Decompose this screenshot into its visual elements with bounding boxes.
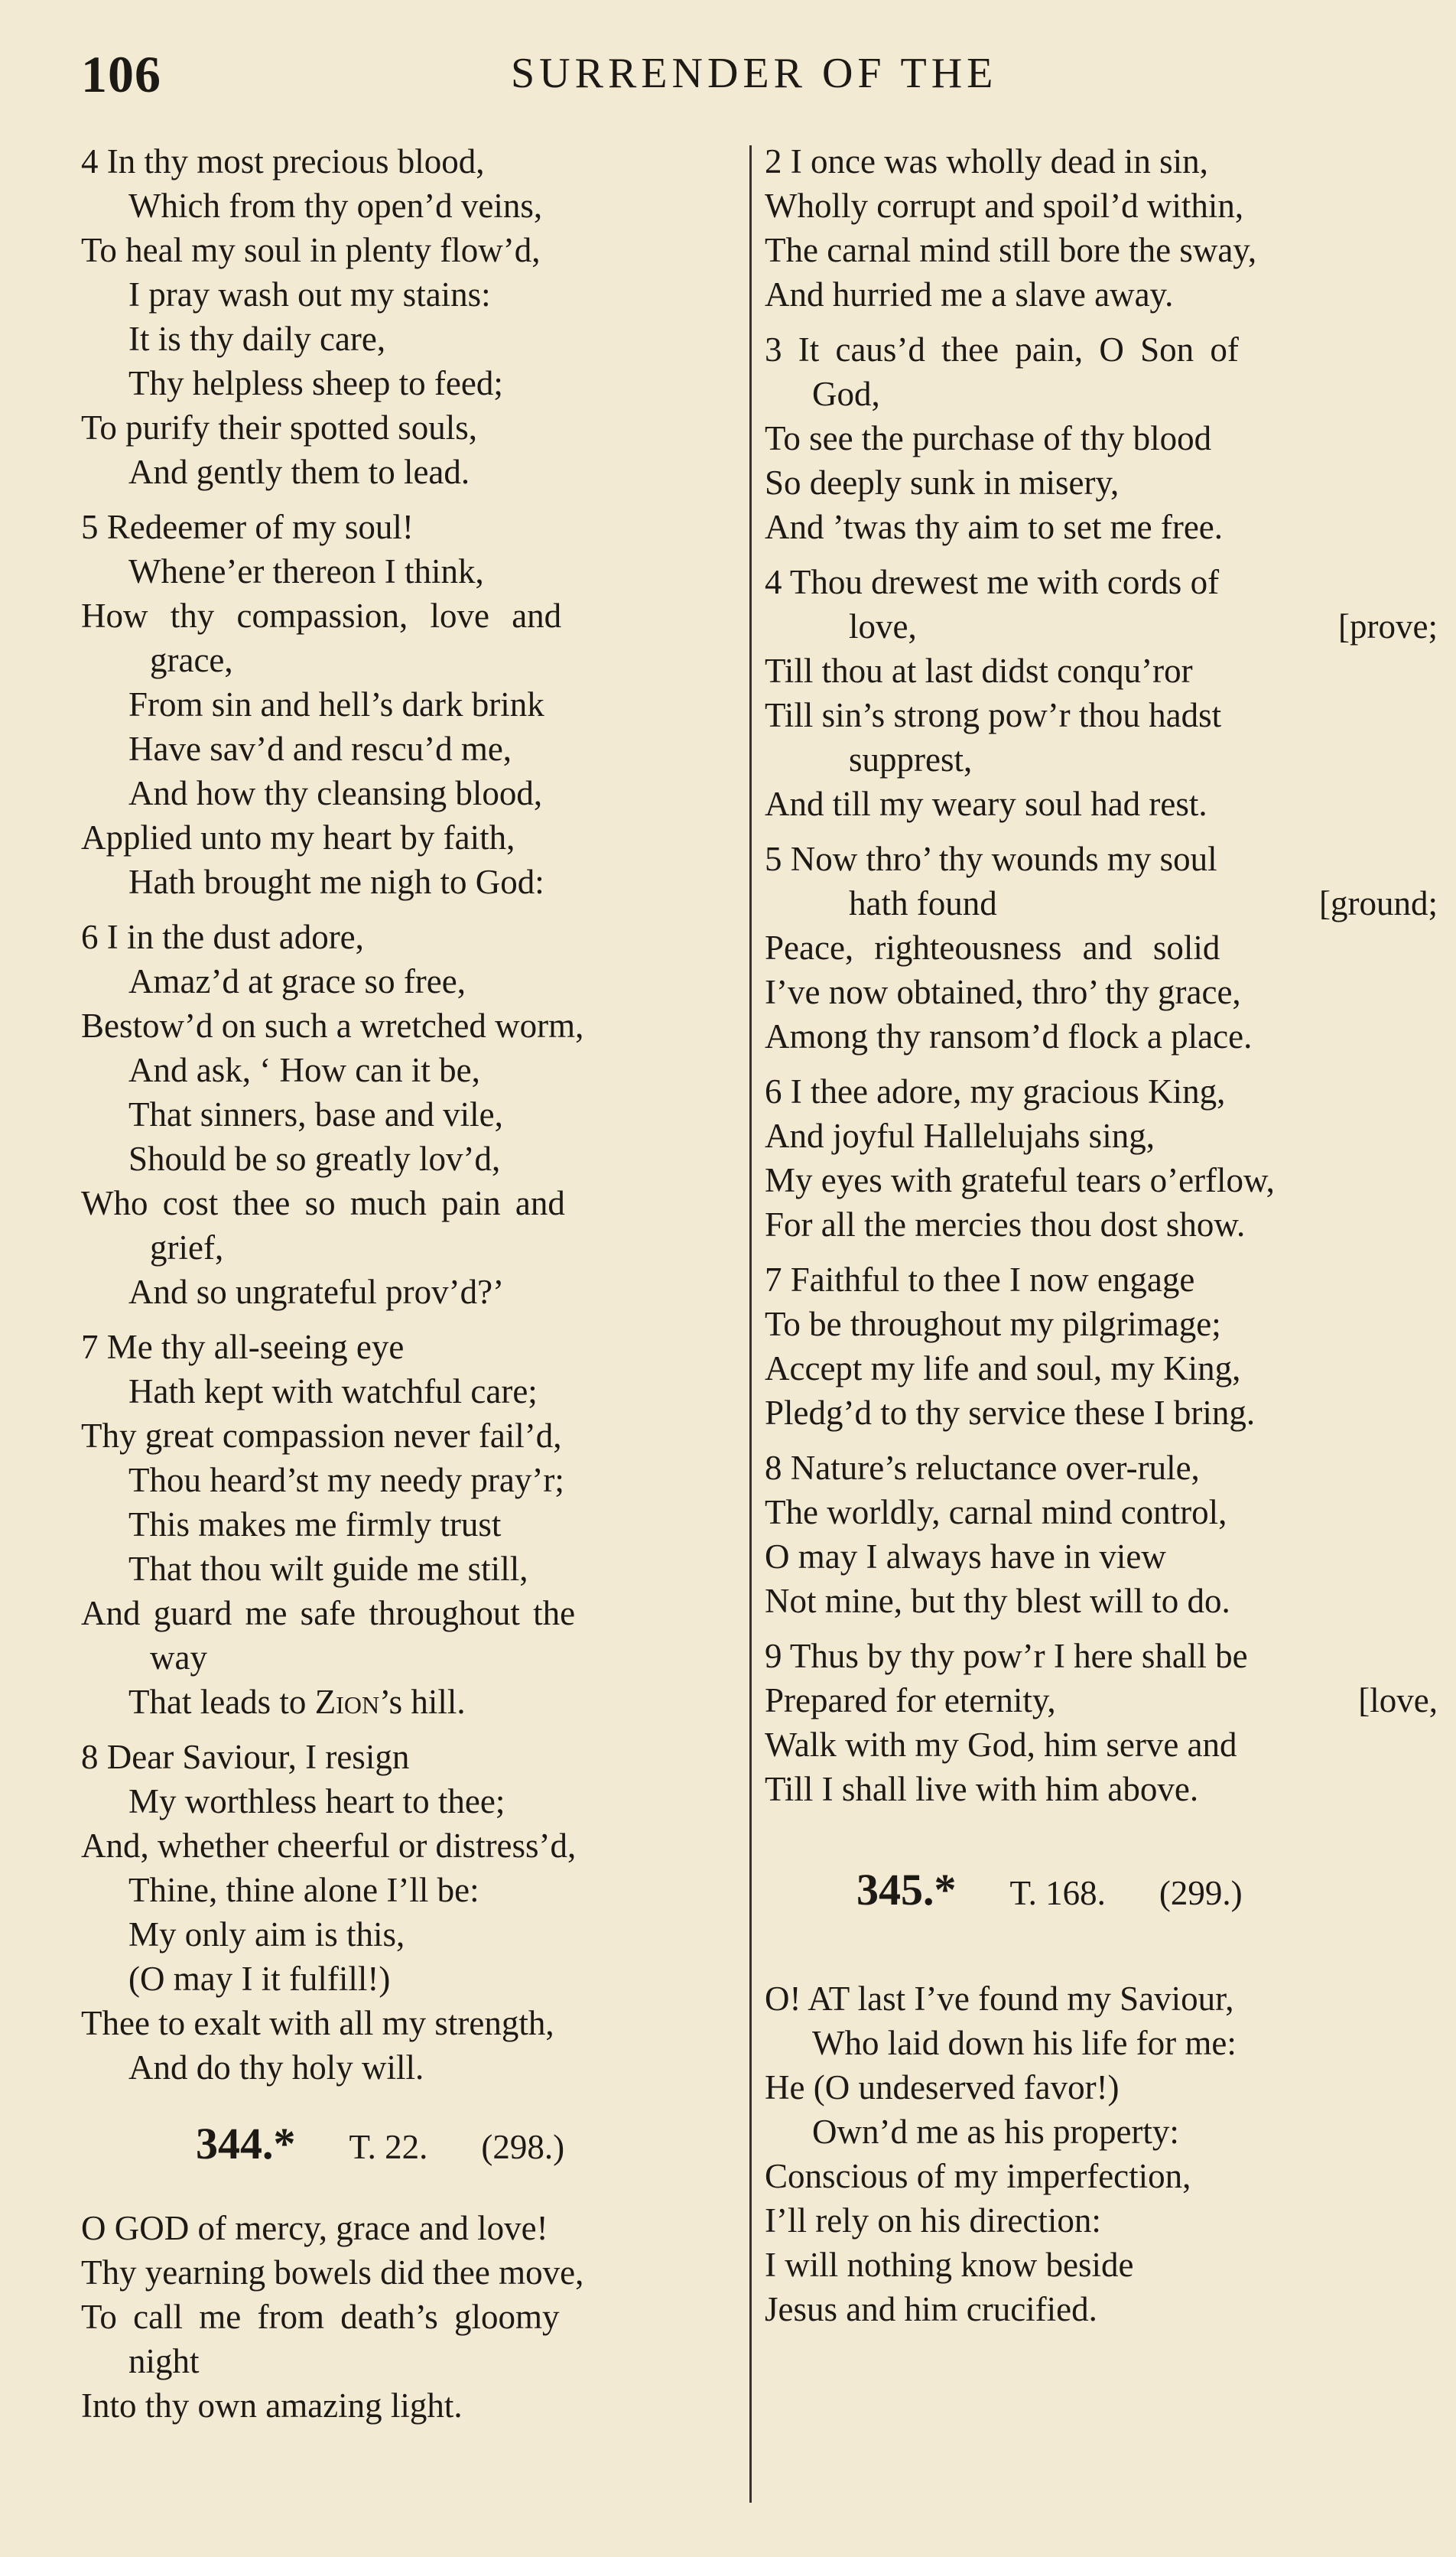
verse-line: The worldly, carnal mind control, <box>765 1493 1227 1531</box>
stanza-344-8 <box>765 1446 1438 1623</box>
verse-line: My worthless heart to thee; <box>128 1782 505 1820</box>
verse-line: Have sav’d and rescu’d me, <box>128 730 512 768</box>
verse-line: Thy helpless sheep to feed; <box>128 364 503 402</box>
verse-line: Accept my life and soul, my King, <box>765 1349 1241 1387</box>
verse-line: And gently them to lead. <box>128 453 470 491</box>
tune-number: T. 168. <box>1009 1874 1106 1912</box>
verse-line: How thy compassion, love and <box>81 597 562 635</box>
verse-line: 4 Thou drewest me with cords of <box>765 563 1220 601</box>
verse-line: Hath kept with watchful care; <box>128 1372 538 1410</box>
verse-line: The carnal mind still bore the sway, <box>765 231 1257 269</box>
verse-line: Till I shall live with him above. <box>765 1770 1199 1808</box>
verse-line: 7 Me thy all-seeing eye <box>81 1328 405 1366</box>
verse-line: 8 Nature’s reluctance over-rule, <box>765 1449 1200 1487</box>
verse-line: O GOD of mercy, grace and love! <box>81 2209 548 2247</box>
verse-line: And joyful Hallelujahs sing, <box>765 1117 1155 1155</box>
verse-line: Peace, righteousness and solid <box>765 929 1220 967</box>
stanza-343-6 <box>81 915 754 1314</box>
verse-line: Conscious of my imperfection, <box>765 2157 1191 2195</box>
hymn-number: 344.* <box>196 2119 296 2168</box>
verse-line: Thine, thine alone I’ll be: <box>128 1871 479 1909</box>
verse-line: Should be so greatly lov’d, <box>128 1140 501 1178</box>
verse-text-smallcaps: Zion <box>314 1683 380 1721</box>
verse-text: [ground; <box>1319 884 1438 922</box>
verse-line: Pledg’d to thy service these I bring. <box>765 1394 1256 1432</box>
verse-text: love, <box>849 607 917 646</box>
verse-line: Own’d me as his property: <box>812 2113 1179 2151</box>
verse-line: Whene’er thereon I think, <box>128 552 484 590</box>
verse-line: To call me from death’s gloomy <box>81 2298 560 2336</box>
verse-line: Till thou at last didst conqu’ror <box>765 652 1193 690</box>
verse-line: To heal my soul in plenty flow’d, <box>81 231 541 269</box>
verse-line: I pray wash out my stains: <box>128 275 491 314</box>
verse-line: To purify their spotted souls, <box>81 408 478 447</box>
verse-text: [prove; <box>1338 607 1438 646</box>
verse-line: Wholly corrupt and spoil’d within, <box>765 187 1244 225</box>
verse-line: 6 I thee adore, my gracious King, <box>765 1072 1226 1111</box>
page-number: 106 <box>81 45 161 103</box>
verse-line: I will nothing know beside <box>765 2246 1134 2284</box>
verse-line: Hath brought me nigh to God: <box>128 863 544 901</box>
page-header <box>0 44 1456 103</box>
verse-line <box>765 881 1438 926</box>
verse-line: And guard me safe throughout the <box>81 1594 576 1632</box>
verse-line: I’ve now obtained, thro’ thy grace, <box>765 973 1241 1011</box>
verse-line: To see the purchase of thy blood <box>765 419 1212 457</box>
reference-number: (298.) <box>481 2128 565 2166</box>
verse-text: That leads to <box>128 1683 315 1721</box>
verse-line: Walk with my God, him serve and <box>765 1726 1237 1764</box>
right-column <box>765 139 1438 2342</box>
stanza-344-4 <box>765 560 1438 826</box>
verse-line <box>765 1678 1438 1723</box>
verse-line: This makes me firmly trust <box>128 1505 502 1544</box>
verse-line: So deeply sunk in misery, <box>765 464 1120 502</box>
verse-line: I’ll rely on his direction: <box>765 2201 1101 2240</box>
verse-line: For all the mercies thou dost show. <box>765 1205 1246 1244</box>
verse-line: My only aim is this, <box>128 1915 405 1954</box>
verse-line: Jesus and him crucified. <box>765 2290 1097 2328</box>
verse-line: Among thy ransom’d flock a place. <box>765 1017 1253 1056</box>
verse-line: 6 I in the dust adore, <box>81 918 364 956</box>
verse-line: night <box>128 2342 200 2380</box>
verse-line: (O may I it fulfill!) <box>128 1960 391 1998</box>
verse-line: way <box>150 1638 207 1677</box>
verse-line: And ask, ‘ How can it be, <box>128 1051 480 1089</box>
verse-line: And do thy holy will. <box>128 2048 424 2087</box>
verse-line: Which from thy open’d veins, <box>128 187 543 225</box>
verse-line: Till sin’s strong pow’r thou hadst <box>765 696 1222 734</box>
tune-number: T. 22. <box>349 2128 428 2166</box>
verse-line: Bestow’d on such a wretched worm, <box>81 1007 584 1045</box>
verse-line: 5 Redeemer of my soul! <box>81 508 414 546</box>
verse-line: God, <box>812 375 880 413</box>
verse-line: 9 Thus by thy pow’r I here shall be <box>765 1637 1248 1675</box>
verse-text: hath found <box>849 884 997 922</box>
stanza-344-1 <box>81 2206 754 2428</box>
verse-line: Applied unto my heart by faith, <box>81 818 515 857</box>
verse-line: And ’twas thy aim to set me free. <box>765 508 1224 546</box>
stanza-345-1 <box>765 1976 1438 2331</box>
running-title: SURRENDER OF THE <box>511 50 998 97</box>
hymn-heading-345 <box>765 1822 1438 1976</box>
verse-line: Amaz’d at grace so free, <box>128 962 466 1000</box>
verse-line: Thee to exalt with all my strength, <box>81 2004 554 2042</box>
stanza-343-7 <box>81 1325 754 1724</box>
verse-line: And how thy cleansing blood, <box>128 774 543 812</box>
verse-line: O may I always have in view <box>765 1537 1166 1576</box>
verse-line: It is thy daily care, <box>128 320 386 358</box>
verse-line: grief, <box>150 1228 224 1267</box>
stanza-344-6 <box>765 1069 1438 1247</box>
hymn-heading-344 <box>81 2100 754 2206</box>
verse-line: That sinners, base and vile, <box>128 1095 503 1134</box>
stanza-344-7 <box>765 1257 1438 1435</box>
verse-line: And till my weary soul had rest. <box>765 785 1207 823</box>
reference-number: (299.) <box>1159 1874 1243 1912</box>
verse-line: Not mine, but thy blest will to do. <box>765 1582 1230 1620</box>
stanza-344-5 <box>765 837 1438 1059</box>
verse-line: 3 It caus’d thee pain, O Son of <box>765 330 1239 369</box>
verse-line: supprest, <box>849 740 973 779</box>
verse-line: My eyes with grateful tears o’erflow, <box>765 1161 1275 1199</box>
verse-line: And, whether cheerful or distress’d, <box>81 1827 577 1865</box>
verse-line: He (O undeserved favor!) <box>765 2068 1120 2106</box>
verse-line: And hurried me a slave away. <box>765 275 1174 314</box>
verse-line: grace, <box>150 641 233 679</box>
verse-line <box>765 604 1438 649</box>
left-column <box>81 139 754 2438</box>
verse-line: Into thy own amazing light. <box>81 2386 463 2425</box>
hymn-number: 345.* <box>856 1865 957 1914</box>
stanza-343-8 <box>81 1735 754 2090</box>
verse-text: [love, <box>1358 1681 1438 1719</box>
verse-line: 2 I once was wholly dead in sin, <box>765 142 1208 181</box>
verse-line: To be throughout my pilgrimage; <box>765 1305 1221 1343</box>
verse-line: From sin and hell’s dark brink <box>128 685 544 724</box>
verse-line <box>81 1680 754 1724</box>
verse-line: Thy yearning bowels did thee move, <box>81 2253 584 2292</box>
verse-line: 8 Dear Saviour, I resign <box>81 1738 410 1776</box>
stanza-343-5 <box>81 505 754 904</box>
verse-line: That thou wilt guide me still, <box>128 1550 528 1588</box>
verse-text: ’s hill. <box>379 1683 466 1721</box>
verse-line: Thy great compassion never fail’d, <box>81 1417 562 1455</box>
verse-line: O! AT last I’ve found my Saviour, <box>765 1980 1234 2018</box>
stanza-344-2 <box>765 139 1438 317</box>
verse-line: 5 Now thro’ thy wounds my soul <box>765 840 1217 878</box>
verse-line: 4 In thy most precious blood, <box>81 142 485 181</box>
verse-line: 7 Faithful to thee I now engage <box>765 1261 1195 1299</box>
verse-text: Prepared for eternity, <box>765 1681 1056 1719</box>
stanza-344-9 <box>765 1634 1438 1811</box>
verse-line: Who cost thee so much pain and <box>81 1184 565 1222</box>
stanza-343-4 <box>81 139 754 494</box>
verse-line: Who laid down his life for me: <box>812 2024 1237 2062</box>
verse-line: And so ungrateful prov’d?’ <box>128 1273 505 1311</box>
stanza-344-3 <box>765 327 1438 549</box>
verse-line: Thou heard’st my needy pray’r; <box>128 1461 564 1499</box>
